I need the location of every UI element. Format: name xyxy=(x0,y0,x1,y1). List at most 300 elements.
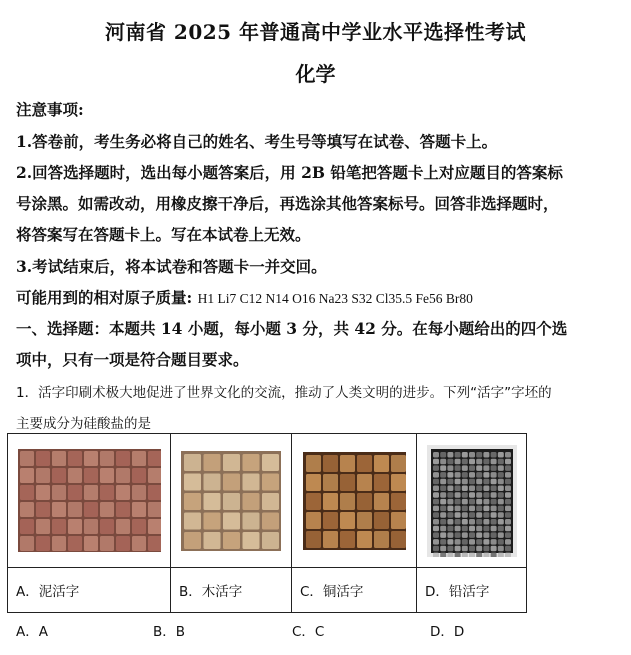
lead-type-block xyxy=(469,458,475,464)
atomic-mass-label: 可能用到的相对原子质量: xyxy=(16,288,193,307)
lead-type-block xyxy=(461,458,467,464)
clay-type-block xyxy=(132,485,146,500)
clay-type-block xyxy=(84,451,98,466)
lead-type-block xyxy=(454,485,460,491)
lead-type-block xyxy=(483,512,489,518)
atomic-mass-line xyxy=(16,286,473,308)
lead-type-block xyxy=(440,532,446,538)
clay-type-block xyxy=(100,519,114,534)
bronze-type-block xyxy=(323,455,338,472)
lead-type-block xyxy=(505,485,511,491)
bronze-type-block xyxy=(323,493,338,510)
clay-type-block xyxy=(100,536,114,551)
clay-type-block xyxy=(20,519,34,534)
wood-type-block xyxy=(262,512,279,529)
lead-type-block xyxy=(505,505,511,511)
lead-type-block xyxy=(505,545,511,551)
lead-type-block xyxy=(476,512,482,518)
notice-item-2: 2.回答选择题时，选出每小题答案后，用 2B 铅笔把答题卡上对应题目的答案标 xyxy=(16,163,563,182)
lead-type-block xyxy=(461,452,467,458)
clay-type-block xyxy=(36,485,50,500)
wood-type-block xyxy=(243,493,260,510)
lead-type-block xyxy=(490,472,496,478)
lead-type-block xyxy=(476,545,482,551)
option-b-caption: B．木活字 xyxy=(171,568,292,613)
clay-type-block xyxy=(116,536,130,551)
lead-type-block xyxy=(447,512,453,518)
lead-type-block xyxy=(469,498,475,504)
clay-type-block xyxy=(132,451,146,466)
lead-type-block xyxy=(483,492,489,498)
option-b-image-cell xyxy=(171,434,292,568)
clay-type-block xyxy=(84,519,98,534)
lead-type-block xyxy=(483,458,489,464)
lead-type-block xyxy=(440,519,446,525)
lead-type-block xyxy=(433,505,439,511)
lead-type-block xyxy=(433,552,439,557)
lead-type-block xyxy=(483,545,489,551)
lead-type-block xyxy=(497,505,503,511)
lead-type-block xyxy=(454,519,460,525)
notice-item-3: 3.考试结束后，将本试卷和答题卡一并交回。 xyxy=(16,257,327,276)
clay-type-block xyxy=(68,468,82,483)
lead-type-block xyxy=(433,519,439,525)
lead-type-block xyxy=(461,465,467,471)
bronze-type-block xyxy=(323,531,338,548)
wood-type-block xyxy=(204,512,221,529)
lead-type-block xyxy=(461,539,467,545)
lead-type-block xyxy=(476,498,482,504)
lead-type-block xyxy=(447,465,453,471)
bronze-type-image xyxy=(303,452,406,550)
lead-type-block xyxy=(447,539,453,545)
lead-type-block xyxy=(490,498,496,504)
lead-type-block xyxy=(433,492,439,498)
question1-stem-2: 主要成分为硅酸盐的是 xyxy=(16,416,151,432)
lead-type-block xyxy=(433,498,439,504)
lead-type-block xyxy=(505,525,511,531)
lead-type-block xyxy=(440,525,446,531)
clay-type-block xyxy=(116,451,130,466)
clay-type-block xyxy=(84,502,98,517)
answer-choice-d[interactable]: D．D xyxy=(430,624,465,640)
bronze-type-block xyxy=(374,531,389,548)
lead-type-block xyxy=(483,525,489,531)
section-heading-2: 项中，只有一项是符合题目要求。 xyxy=(16,350,249,369)
clay-type-block xyxy=(148,485,161,500)
wood-type-block xyxy=(262,532,279,549)
clay-type-block xyxy=(36,468,50,483)
clay-type-block xyxy=(52,519,66,534)
clay-type-block xyxy=(116,485,130,500)
lead-type-block xyxy=(454,492,460,498)
option-c-image-cell xyxy=(292,434,417,568)
clay-type-block xyxy=(116,502,130,517)
lead-type-block xyxy=(469,505,475,511)
lead-type-block xyxy=(454,458,460,464)
answer-choice-b[interactable]: B．B xyxy=(153,624,186,640)
notice-heading: 注意事项: xyxy=(16,100,84,119)
lead-type-block xyxy=(505,472,511,478)
lead-type-block xyxy=(447,492,453,498)
clay-type-block xyxy=(20,536,34,551)
lead-type-block xyxy=(433,532,439,538)
lead-type-block xyxy=(440,452,446,458)
lead-type-block xyxy=(433,458,439,464)
lead-type-block xyxy=(454,478,460,484)
lead-type-block xyxy=(490,478,496,484)
clay-type-block xyxy=(36,451,50,466)
answer-choice-a[interactable]: A．A xyxy=(16,624,48,640)
lead-type-block xyxy=(469,545,475,551)
clay-type-block xyxy=(68,536,82,551)
lead-type-block xyxy=(454,452,460,458)
clay-type-block xyxy=(36,536,50,551)
lead-type-block xyxy=(469,532,475,538)
lead-type-block xyxy=(497,532,503,538)
lead-type-block xyxy=(440,545,446,551)
lead-type-block xyxy=(490,545,496,551)
lead-type-block xyxy=(469,512,475,518)
clay-type-block xyxy=(84,485,98,500)
lead-type-block xyxy=(454,539,460,545)
lead-type-block xyxy=(476,472,482,478)
clay-type-block xyxy=(84,468,98,483)
option-d-image-cell xyxy=(417,434,527,568)
lead-type-block xyxy=(483,465,489,471)
lead-type-block xyxy=(447,472,453,478)
lead-type-block xyxy=(440,472,446,478)
lead-type-block xyxy=(490,552,496,557)
lead-type-block xyxy=(505,452,511,458)
lead-type-block xyxy=(476,505,482,511)
lead-type-block xyxy=(476,525,482,531)
bronze-type-block xyxy=(340,474,355,491)
clay-type-block xyxy=(68,451,82,466)
lead-type-block xyxy=(476,519,482,525)
bronze-type-block xyxy=(306,474,321,491)
bronze-type-block xyxy=(391,531,406,548)
clay-type-block xyxy=(116,519,130,534)
lead-type-block xyxy=(490,458,496,464)
lead-type-block xyxy=(497,545,503,551)
question1-stem-1: 1．活字印刷术极大地促进了世界文化的交流，推动了人类文明的进步。下列“活字”字坯的 xyxy=(16,385,552,401)
lead-type-block xyxy=(440,505,446,511)
lead-type-block xyxy=(469,539,475,545)
clay-type-block xyxy=(68,485,82,500)
lead-type-block xyxy=(469,478,475,484)
clay-type-block xyxy=(132,519,146,534)
bronze-type-block xyxy=(306,493,321,510)
bronze-type-block xyxy=(306,512,321,529)
lead-type-block xyxy=(433,525,439,531)
lead-type-block xyxy=(447,485,453,491)
clay-type-block xyxy=(100,468,114,483)
lead-type-block xyxy=(454,505,460,511)
lead-type-block xyxy=(476,452,482,458)
wood-type-image xyxy=(181,451,281,551)
lead-type-block xyxy=(476,458,482,464)
wood-type-block xyxy=(262,493,279,510)
lead-type-block xyxy=(454,498,460,504)
lead-type-block xyxy=(469,485,475,491)
clay-type-block xyxy=(52,502,66,517)
lead-type-block xyxy=(505,532,511,538)
lead-type-block xyxy=(447,505,453,511)
lead-type-block xyxy=(440,465,446,471)
lead-type-block xyxy=(497,519,503,525)
notice-item-2-cont: 号涂黑。如需改动，用橡皮擦干净后，再选涂其他答案标号。回答非选择题时， xyxy=(16,194,559,213)
wood-type-block xyxy=(223,512,240,529)
option-a-caption: A．泥活字 xyxy=(8,568,171,613)
lead-type-block xyxy=(505,465,511,471)
lead-type-block xyxy=(461,525,467,531)
option-d-caption: D．铅活字 xyxy=(417,568,527,613)
bronze-type-block xyxy=(391,512,406,529)
wood-type-block xyxy=(204,454,221,471)
clay-type-block xyxy=(68,502,82,517)
lead-type-block xyxy=(490,505,496,511)
lead-type-block xyxy=(447,478,453,484)
clay-type-block xyxy=(132,536,146,551)
bronze-type-block xyxy=(391,474,406,491)
lead-type-block xyxy=(505,519,511,525)
clay-type-block xyxy=(100,451,114,466)
lead-type-block xyxy=(476,552,482,557)
lead-type-block xyxy=(497,552,503,557)
clay-type-block xyxy=(52,451,66,466)
wood-type-block xyxy=(243,532,260,549)
lead-type-block xyxy=(497,498,503,504)
lead-type-block xyxy=(461,498,467,504)
clay-type-block xyxy=(148,468,161,483)
wood-type-block xyxy=(223,493,240,510)
clay-type-image xyxy=(18,449,161,552)
lead-type-block xyxy=(454,472,460,478)
lead-type-block xyxy=(433,465,439,471)
lead-type-block xyxy=(461,519,467,525)
wood-type-block xyxy=(262,473,279,490)
lead-type-block xyxy=(469,525,475,531)
section-heading-1: 一、选择题：本题共 14 小题，每小题 3 分，共 42 分。在每小题给出的四个选 xyxy=(16,319,568,338)
wood-type-block xyxy=(243,512,260,529)
lead-type-block xyxy=(433,472,439,478)
lead-type-block xyxy=(483,472,489,478)
clay-type-block xyxy=(84,536,98,551)
lead-type-block xyxy=(447,458,453,464)
bronze-type-block xyxy=(391,455,406,472)
clay-type-block xyxy=(68,519,82,534)
lead-type-block xyxy=(490,512,496,518)
lead-type-block xyxy=(461,472,467,478)
clay-type-block xyxy=(36,519,50,534)
lead-type-block xyxy=(440,539,446,545)
wood-type-block xyxy=(243,473,260,490)
clay-type-block xyxy=(132,468,146,483)
lead-type-block xyxy=(447,519,453,525)
lead-type-block xyxy=(476,539,482,545)
lead-type-block xyxy=(454,525,460,531)
lead-type-block xyxy=(505,552,511,557)
bronze-type-block xyxy=(340,512,355,529)
bronze-type-block xyxy=(357,455,372,472)
lead-type-block xyxy=(461,532,467,538)
clay-type-block xyxy=(20,451,34,466)
lead-type-block xyxy=(483,505,489,511)
clay-type-block xyxy=(52,485,66,500)
clay-type-block xyxy=(148,502,161,517)
wood-type-block xyxy=(204,473,221,490)
clay-type-block xyxy=(116,468,130,483)
bronze-type-block xyxy=(357,493,372,510)
lead-type-block xyxy=(469,519,475,525)
lead-type-block xyxy=(505,458,511,464)
lead-type-block xyxy=(454,512,460,518)
lead-type-image xyxy=(427,445,517,557)
answer-choice-c[interactable]: C．C xyxy=(292,624,325,640)
lead-type-block xyxy=(454,545,460,551)
bronze-type-block xyxy=(374,474,389,491)
lead-type-block xyxy=(433,478,439,484)
lead-type-block xyxy=(440,492,446,498)
lead-type-block xyxy=(461,545,467,551)
lead-type-block xyxy=(440,512,446,518)
wood-type-block xyxy=(262,454,279,471)
lead-type-block xyxy=(433,452,439,458)
lead-type-block xyxy=(447,498,453,504)
lead-type-block xyxy=(440,478,446,484)
lead-type-block xyxy=(447,532,453,538)
wood-type-block xyxy=(204,493,221,510)
bronze-type-block xyxy=(340,493,355,510)
lead-type-block xyxy=(469,472,475,478)
clay-type-block xyxy=(52,468,66,483)
lead-type-block xyxy=(483,539,489,545)
lead-type-block xyxy=(476,492,482,498)
atomic-mass-values: H1 Li7 C12 N14 O16 Na23 S32 Cl35.5 Fe56 Br80 xyxy=(197,291,473,306)
wood-type-block xyxy=(223,532,240,549)
lead-type-block xyxy=(454,552,460,557)
clay-type-block xyxy=(148,519,161,534)
lead-type-block xyxy=(505,478,511,484)
lead-type-block xyxy=(483,478,489,484)
lead-type-block xyxy=(461,552,467,557)
lead-type-block xyxy=(497,478,503,484)
lead-type-block xyxy=(483,485,489,491)
wood-type-block xyxy=(204,532,221,549)
clay-type-block xyxy=(100,485,114,500)
lead-type-block xyxy=(469,465,475,471)
bronze-type-block xyxy=(391,493,406,510)
lead-type-block xyxy=(497,458,503,464)
lead-type-block xyxy=(490,539,496,545)
option-c-caption: C．铜活字 xyxy=(292,568,417,613)
lead-type-block xyxy=(454,465,460,471)
clay-type-block xyxy=(148,451,161,466)
lead-type-block xyxy=(447,452,453,458)
bronze-type-block xyxy=(323,474,338,491)
lead-type-block xyxy=(461,505,467,511)
lead-type-block xyxy=(490,519,496,525)
notice-item-2-end: 将答案写在答题卡上。写在本试卷上无效。 xyxy=(16,225,311,244)
lead-type-block xyxy=(490,492,496,498)
lead-type-block xyxy=(440,485,446,491)
wood-type-block xyxy=(184,532,201,549)
lead-type-block xyxy=(497,539,503,545)
lead-type-block xyxy=(505,492,511,498)
bronze-type-block xyxy=(374,455,389,472)
lead-type-block xyxy=(497,485,503,491)
exam-title: 河南省 2025 年普通高中学业水平选择性考试 xyxy=(104,20,527,44)
bronze-type-block xyxy=(323,512,338,529)
lead-type-block xyxy=(469,492,475,498)
lead-type-block xyxy=(461,492,467,498)
clay-type-block xyxy=(20,468,34,483)
lead-type-block xyxy=(483,519,489,525)
lead-type-block xyxy=(476,465,482,471)
bronze-type-block xyxy=(357,512,372,529)
lead-type-block xyxy=(440,458,446,464)
lead-type-block xyxy=(461,478,467,484)
lead-type-block xyxy=(497,525,503,531)
lead-type-block xyxy=(490,525,496,531)
lead-type-block xyxy=(497,492,503,498)
wood-type-block xyxy=(184,512,201,529)
wood-type-block xyxy=(223,473,240,490)
wood-type-block xyxy=(184,454,201,471)
bronze-type-block xyxy=(357,531,372,548)
option-a-image-cell xyxy=(8,434,171,568)
lead-type-block xyxy=(469,452,475,458)
options-table xyxy=(7,433,527,613)
lead-type-block xyxy=(483,452,489,458)
lead-type-block xyxy=(447,545,453,551)
subject-title: 化学 xyxy=(295,62,336,86)
bronze-type-block xyxy=(306,531,321,548)
bronze-type-block xyxy=(374,493,389,510)
lead-type-block xyxy=(505,498,511,504)
wood-type-block xyxy=(184,493,201,510)
lead-type-block xyxy=(461,512,467,518)
lead-type-block xyxy=(483,532,489,538)
lead-type-block xyxy=(497,512,503,518)
lead-type-block xyxy=(433,512,439,518)
lead-type-block xyxy=(490,452,496,458)
clay-type-block xyxy=(132,502,146,517)
wood-type-block xyxy=(223,454,240,471)
lead-type-block xyxy=(497,472,503,478)
clay-type-block xyxy=(52,536,66,551)
lead-type-block xyxy=(490,532,496,538)
bronze-type-block xyxy=(340,455,355,472)
lead-type-block xyxy=(476,485,482,491)
lead-type-block xyxy=(440,552,446,557)
wood-type-block xyxy=(184,473,201,490)
lead-type-block xyxy=(433,539,439,545)
bronze-type-block xyxy=(340,531,355,548)
lead-type-block xyxy=(505,512,511,518)
clay-type-block xyxy=(148,536,161,551)
clay-type-block xyxy=(36,502,50,517)
lead-type-block xyxy=(505,539,511,545)
lead-type-block xyxy=(469,552,475,557)
lead-type-block xyxy=(483,552,489,557)
lead-type-block xyxy=(433,545,439,551)
lead-type-block xyxy=(447,552,453,557)
clay-type-block xyxy=(20,485,34,500)
lead-type-block xyxy=(447,525,453,531)
bronze-type-block xyxy=(357,474,372,491)
